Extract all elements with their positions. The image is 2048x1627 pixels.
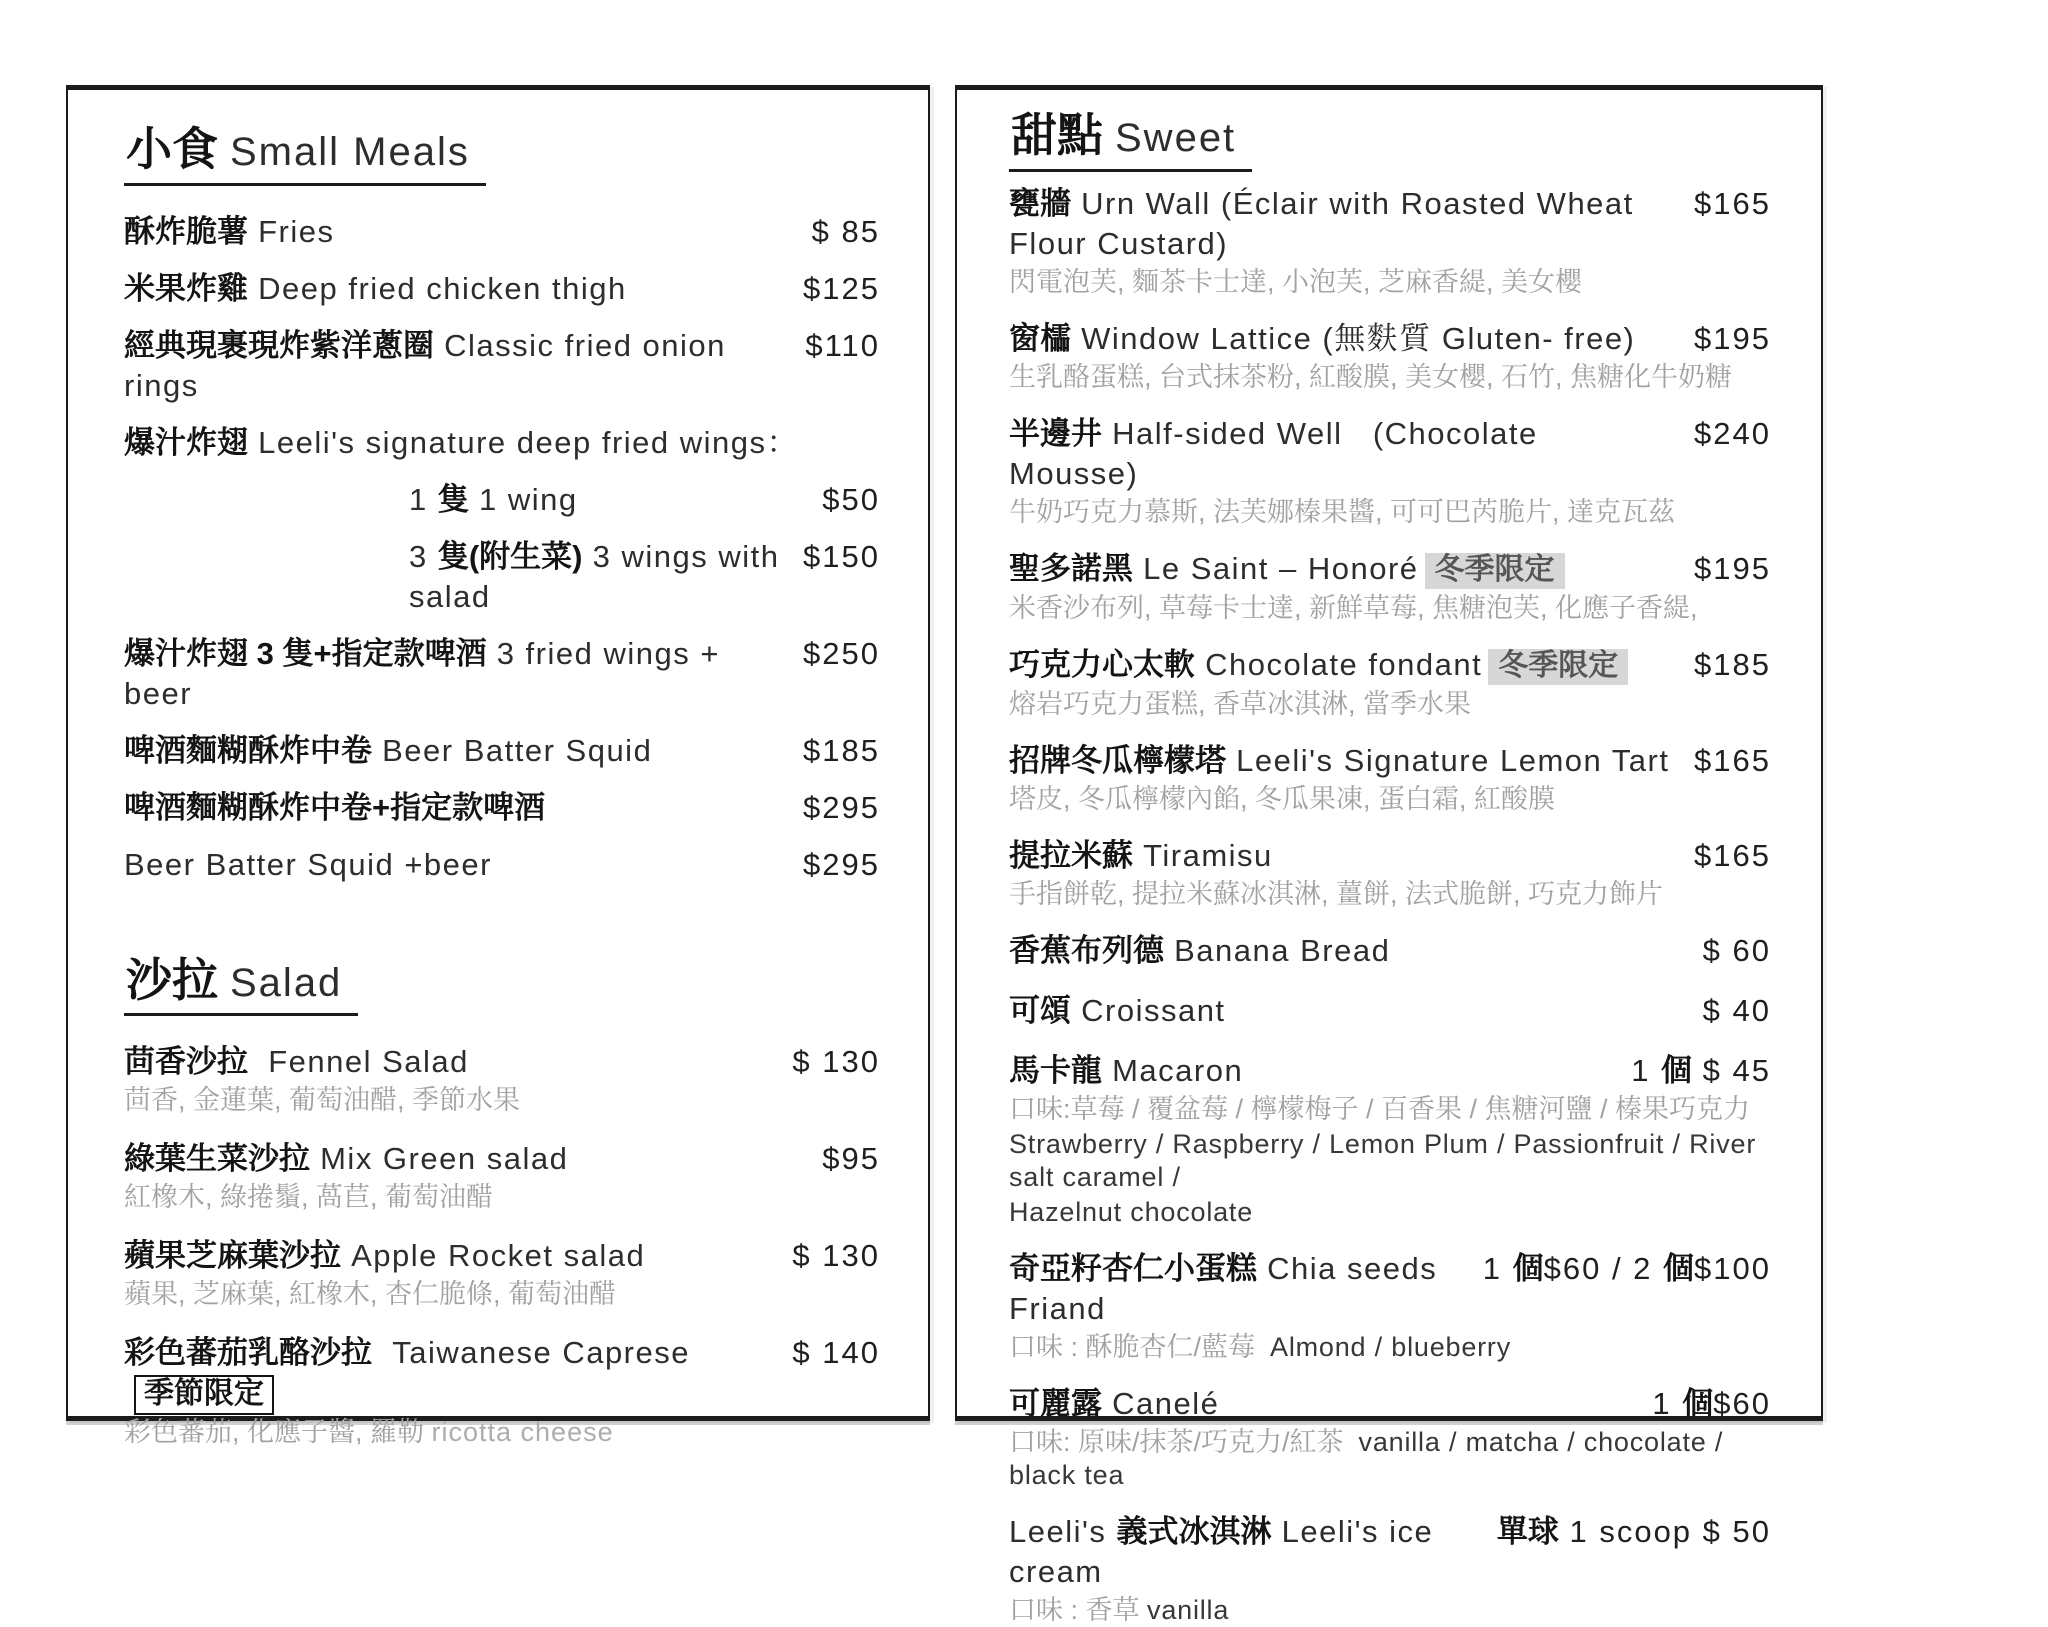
item-price [1477,1512,1771,1552]
text-segment: Hazelnut chocolate [1009,1196,1254,1227]
item-description [1009,878,1771,911]
text-segment: $110 [805,327,880,363]
item-price [1674,184,1771,224]
menu-item [124,537,880,617]
item-price [1674,836,1771,876]
menu-panel-small-meals-salad [66,85,930,1448]
text-segment: Leeli's [1009,1513,1117,1549]
text-segment: $ 85 [811,213,880,249]
item-name [409,480,578,520]
menu-item [1009,836,1771,911]
winter-limited-badge: 冬季限定 [1425,553,1565,589]
text-segment: $ 60 [1702,932,1771,968]
text-segment: 口味: 原味/抹茶/巧克力/紅茶 [1009,1426,1359,1457]
text-segment: 手指餅乾, 提拉米蘇冰淇淋, 薑餅, 法式脆餅, 巧克力飾片 [1009,878,1664,909]
text-segment: 蘋果, 芝麻葉, 紅橡木, 杏仁脆條, 葡萄油醋 [124,1279,617,1310]
menu-item [124,480,880,520]
text-segment: Deep fried chicken thigh [248,270,627,306]
text-segment: Fennel Salad [248,1044,469,1080]
text-segment: 啤酒麵糊酥炸中卷+指定款啤酒 [124,789,546,825]
text-segment: 彩色蕃茄, 化應子醬, 羅勒 [124,1417,432,1448]
section-title-en: Sweet [1115,116,1237,160]
item-price [783,537,880,577]
text-segment: 蘋果芝麻葉沙拉 [124,1238,341,1274]
menu-item [124,731,880,771]
text-segment: $ 40 [1702,992,1771,1028]
text-segment: 閃電泡芙, 麵茶卡士達, 小泡芙, 芝麻香緹, 美女櫻 [1009,266,1583,297]
text-segment: 茴香沙拉 [124,1044,248,1080]
menu-item [124,788,880,828]
menu-item [1009,741,1771,816]
menu-section-salad [124,955,880,1450]
menu-item [1009,549,1771,625]
text-segment: 口味 : 酥脆杏仁/藍莓 [1009,1331,1271,1362]
item-name-line [124,1236,880,1276]
item-name-line [124,1139,880,1179]
text-segment: Croissant [1071,992,1226,1028]
menu-item [1009,414,1771,529]
text-segment: $ 130 [792,1044,880,1080]
text-segment: 3 fried wings + beer [124,635,731,711]
text-segment: 經典現裹現炸紫洋蔥圈 [124,327,434,363]
text-segment: Beer Batter Squid +beer [124,846,492,882]
item-name [1009,931,1390,971]
text-segment: 1 [409,481,438,517]
item-price [1674,741,1771,781]
text-segment: 甕牆 [1009,185,1071,221]
menu-item [124,634,880,714]
menu-item [1009,1051,1771,1229]
item-description [1009,496,1771,529]
text-segment: 個 [1663,1250,1695,1286]
text-segment: 紅橡木, 綠捲鬚, 萵苣, 葡萄油醋 [124,1182,494,1213]
text-segment: $95 [822,1141,880,1177]
item-description [1009,1331,1771,1364]
text-segment: Chia seeds Friand [1009,1250,1448,1326]
text-segment: 個 [1512,1250,1544,1286]
text-segment: Urn Wall (Éclair with Roasted Wheat Flour Custard) [1009,185,1644,261]
text-segment: 米香沙布列, 草莓卡士達, 新鮮草莓, 焦糖泡芙, 化應子香緹, [1009,592,1698,623]
text-segment: $295 [803,789,880,825]
text-segment: $50 [822,481,880,517]
menu-item [1009,645,1771,721]
text-segment: Canelé [1102,1385,1220,1421]
item-name [1009,319,1635,359]
text-segment: 1 [1652,1385,1683,1421]
item-name [1009,1384,1219,1424]
menu-item [124,212,880,252]
item-name [124,731,652,771]
menu-item [1009,991,1771,1031]
item-price [772,1042,880,1082]
menu-item [124,269,880,309]
text-segment: 爆汁炸翅 3 隻+指定款啤酒 [124,635,487,671]
item-name [1009,645,1628,686]
item-description [124,1278,880,1311]
item-name [1009,184,1674,264]
section-title-zh: 小食 [126,123,218,175]
item-name [124,788,545,828]
text-segment: 茴香, 金蓮葉, 葡萄油醋, 季節水果 [124,1085,521,1116]
text-segment: 3 wings with salad [409,538,790,614]
item-price [783,731,880,771]
item-name [124,634,783,714]
item-name [124,845,492,885]
item-price [772,1333,880,1373]
winter-limited-badge: 冬季限定 [1488,649,1628,685]
item-name-line [124,1042,880,1082]
menu-item [124,423,880,463]
item-name [1009,741,1669,781]
text-segment: 酥炸脆薯 [124,213,248,249]
menu-panel-sweet [955,85,1823,1625]
menu-item [1009,1512,1771,1627]
text-segment: 生乳酪蛋糕, 台式抹茶粉, 紅酸膜, 美女櫻, 石竹, 焦糖化牛奶糖 [1009,361,1733,392]
item-name [124,1139,568,1179]
item-description [1009,783,1771,816]
menu-item [124,1042,880,1117]
text-segment: $250 [803,635,880,671]
text-segment: $185 [803,732,880,768]
text-segment: 1 scoop $ 50 [1558,1513,1771,1549]
text-segment: 單球 [1496,1513,1559,1549]
menu-item [1009,319,1771,394]
item-name [409,537,790,617]
text-segment: ricotta cheese [431,1417,614,1448]
item-name-line [124,731,880,771]
text-segment: Mix Green salad [310,1141,569,1177]
item-name-line [124,1333,880,1414]
item-description [124,1084,880,1117]
menu-item [124,1236,880,1311]
item-name-line [1009,414,1771,494]
item-description [1009,1128,1771,1194]
item-name [1009,549,1565,590]
item-price [802,1139,880,1179]
text-segment: 口味:草莓 / 覆盆莓 / 檸檬梅子 / 百香果 / 焦糖河鹽 / 榛果巧克力 [1009,1093,1751,1124]
item-name [1009,991,1226,1031]
text-segment: Macaron [1102,1052,1244,1088]
text-segment: 啤酒麵糊酥炸中卷 [124,732,372,768]
item-name-line [1009,1512,1771,1592]
text-segment: 個 [1661,1052,1693,1088]
item-description [1009,1426,1771,1492]
item-price [1674,414,1771,454]
text-segment: 1 wing [468,481,578,517]
section-title-sweet [1009,110,1252,172]
item-price [772,1236,880,1276]
text-segment: 1 [1631,1052,1662,1088]
text-segment: Classic fried onion rings [124,327,737,403]
text-segment: $165 [1694,742,1771,778]
item-price [1632,1384,1771,1424]
item-description [1009,1594,1771,1627]
text-segment: $195 [1694,320,1771,356]
seasonal-limited-badge: 季節限定 [134,1375,274,1415]
text-segment: 綠葉生菜沙拉 [124,1141,310,1177]
item-name [124,269,627,309]
item-name-line [1009,1249,1771,1329]
item-price [783,269,880,309]
item-name [124,326,785,406]
text-segment: $165 [1694,185,1771,221]
menu-section-small-meals [124,124,880,885]
text-segment: 聖多諾黑 [1009,550,1133,586]
item-description [1009,266,1771,299]
item-name-line [124,212,880,252]
text-segment: Banana Bread [1164,932,1391,968]
text-segment: $125 [803,270,880,306]
text-segment: Window Lattice (無麩質 Gluten- free) [1071,320,1636,356]
item-name-line [1009,1384,1771,1424]
menu-item [124,845,880,885]
item-price [792,212,880,252]
text-segment: 1 [1482,1250,1513,1286]
text-segment: Strawberry / Raspberry / Lemon Plum / Passionfruit / River salt caramel / [1009,1128,1765,1192]
text-segment: 窗櫺 [1009,320,1071,356]
item-price [802,480,880,520]
menu-item [1009,1384,1771,1492]
item-name-line [124,788,880,828]
text-segment: $165 [1694,837,1771,873]
item-name-line [1009,549,1771,590]
item-name [1009,836,1273,876]
section-title-en: Salad [230,960,343,1005]
text-segment: 爆汁炸翅 [124,424,248,460]
text-segment: vanilla [1147,1594,1230,1625]
item-name-line [1009,931,1771,971]
text-segment: Beer Batter Squid [372,732,653,768]
item-name [124,1042,469,1082]
text-segment: 彩色蕃茄乳酪沙拉 [124,1335,372,1371]
text-segment: 3 [409,538,438,574]
text-segment: 隻 [437,481,469,517]
item-name-line [1009,741,1771,781]
text-segment: 半邊井 [1009,415,1102,451]
item-price [783,845,880,885]
item-name-line [1009,645,1771,686]
text-segment: Chocolate fondant [1195,646,1483,682]
item-name-line [1009,1051,1771,1091]
text-segment: Tiramisu [1133,837,1273,873]
text-segment: $150 [803,538,880,574]
text-segment: Leeli's signature deep fried wings： [248,424,800,460]
text-segment: 義式冰淇淋 [1116,1513,1272,1549]
menu-item [124,326,880,406]
text-segment: Apple Rocket salad [341,1238,646,1274]
item-name-line [1009,991,1771,1031]
item-price [785,326,880,366]
section-title-salad [124,955,358,1017]
text-segment: Leeli's ice cream [1009,1513,1444,1589]
item-name [124,423,799,463]
item-description [1009,1093,1771,1126]
section-title-small-meals [124,124,486,186]
menu-item [1009,931,1771,971]
item-price [1683,991,1771,1031]
item-name [124,1236,645,1276]
item-price [1463,1249,1771,1289]
item-name-line [124,269,880,309]
text-segment: vanilla / matcha / chocolate / black tea [1009,1426,1732,1490]
item-name [1009,414,1674,494]
text-segment: 提拉米蘇 [1009,837,1133,873]
item-name-line [124,634,880,714]
text-segment: 可麗露 [1009,1385,1102,1421]
text-segment: Leeli's Signature Lemon Tart [1226,742,1670,778]
text-segment: $240 [1694,415,1771,451]
item-name-line [124,423,880,463]
text-segment: $195 [1694,550,1771,586]
text-segment: Taiwanese Caprese [372,1335,690,1371]
section-title-zh: 甜點 [1011,109,1103,161]
menu-item [124,1139,880,1214]
item-description [1009,688,1771,721]
item-price [1683,931,1771,971]
item-name-line [1009,184,1771,264]
text-segment: 隻(附生菜) [437,538,583,574]
item-price [783,634,880,674]
text-segment: 米果炸雞 [124,270,248,306]
text-segment: 熔岩巧克力蛋糕, 香草冰淇淋, 當季水果 [1009,688,1472,719]
item-name [1009,1249,1463,1329]
text-segment: 招牌冬瓜檸檬塔 [1009,742,1226,778]
item-description [1009,1196,1771,1229]
text-segment: 牛奶巧克力慕斯, 法芙娜榛果醬, 可可巴芮脆片, 達克瓦茲 [1009,496,1676,527]
text-segment: 奇亞籽杏仁小蛋糕 [1009,1250,1257,1286]
item-name-line [124,537,880,617]
menu-item [1009,184,1771,299]
text-segment: $295 [803,846,880,882]
section-title-en: Small Meals [230,130,470,174]
item-name-line [1009,836,1771,876]
text-segment: Le Saint – Honoré [1133,550,1419,586]
item-name [124,212,335,252]
item-name-line [124,480,880,520]
item-name [124,1333,772,1414]
item-price [1611,1051,1771,1091]
text-segment: $ 130 [792,1238,880,1274]
item-price [1674,319,1771,359]
item-price [783,788,880,828]
section-title-zh: 沙拉 [126,953,218,1006]
text-segment: $ 140 [792,1335,880,1371]
menu-section-sweet [1009,110,1771,1627]
text-segment: 馬卡龍 [1009,1052,1102,1088]
text-segment: $185 [1694,646,1771,682]
text-segment: 香蕉布列德 [1009,932,1164,968]
item-name-line [1009,319,1771,359]
item-description [124,1181,880,1214]
text-segment: 巧克力心太軟 [1009,646,1195,682]
text-segment: $100 [1694,1250,1771,1286]
item-name-line [124,845,880,885]
text-segment: 塔皮, 冬瓜檸檬內餡, 冬瓜果凍, 蛋白霜, 紅酸膜 [1009,783,1556,814]
text-segment: $ 45 [1692,1052,1771,1088]
item-name [1009,1512,1477,1592]
item-price [1674,645,1771,685]
text-segment: Almond / blueberry [1270,1331,1512,1362]
item-description [1009,592,1771,625]
item-name [1009,1051,1243,1091]
text-segment: Half-sided Well (Chocolate Mousse) [1009,415,1548,491]
text-segment: 口味 : 香草 [1009,1594,1148,1625]
item-name-line [124,326,880,406]
menu-item [1009,1249,1771,1364]
item-description [1009,361,1771,394]
text-segment: Fries [248,213,335,249]
text-segment: $60 / 2 [1543,1250,1664,1286]
text-segment: 可頌 [1009,992,1071,1028]
item-price [1674,549,1771,589]
text-segment: $60 [1713,1385,1771,1421]
menu-item [124,1333,880,1449]
text-segment: 個 [1682,1385,1714,1421]
item-description [124,1416,880,1449]
